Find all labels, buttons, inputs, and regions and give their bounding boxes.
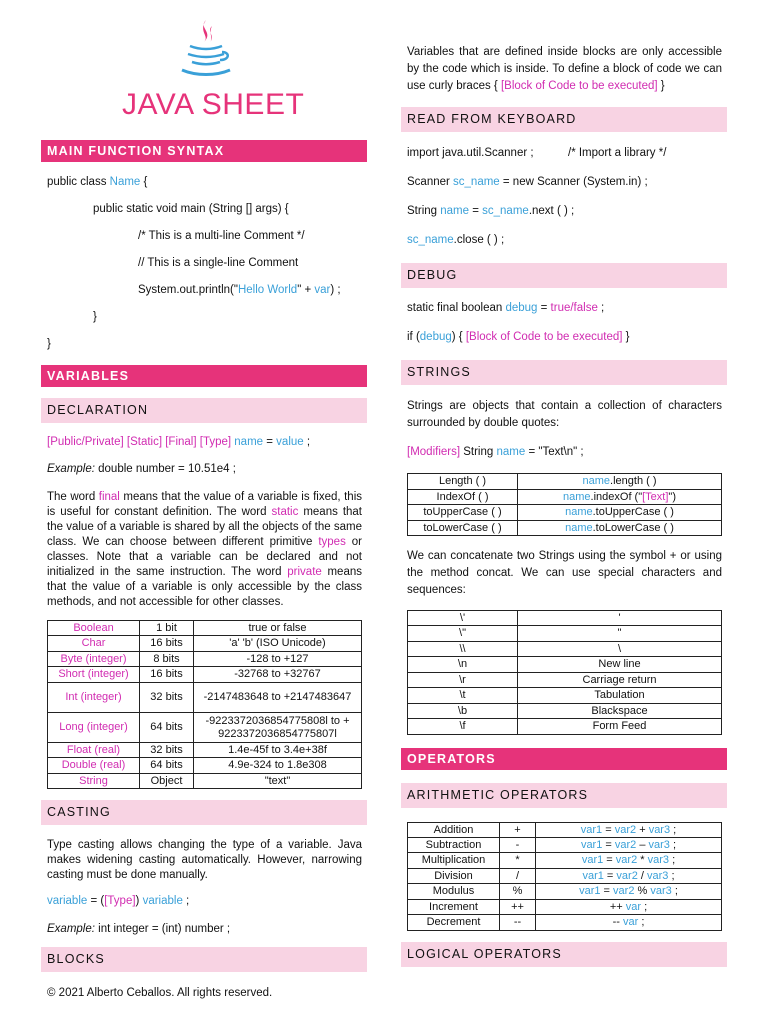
code-line-next: String name = sc_name.next ( ) ; (407, 205, 575, 217)
operators-header: OPERATORS (401, 748, 727, 770)
code-comment-import: /* Import a library */ (568, 147, 667, 159)
main-function-header: MAIN FUNCTION SYNTAX (41, 140, 367, 162)
strings-header: STRINGS (401, 360, 727, 385)
table-row: \t Tabulation (408, 688, 722, 704)
variables-description: The word final means that the value of a variable is fixed, this is useful for constant definition. The word static means that the value of a variable is shared by all the objects of the same class. We can choose between different primitive types or classes. Note that a variable can be declared and not initialized in the same instruction. The word private means that the value of a variable is only accessible by the class methods, and not accessible for other classes. (47, 491, 363, 608)
code-line-close-class: } (47, 338, 51, 350)
debug-header: DEBUG (401, 263, 727, 288)
code-line-scanner: Scanner sc_name = new Scanner (System.in) ; (407, 176, 648, 188)
table-row: Boolean 1 bit true or false (48, 621, 362, 636)
casting-description: Type casting allows changing the type of a variable. Java makes widening casting automatically. However, narrowing casting must be done manually. (47, 839, 362, 881)
strings-description: Strings are objects that contain a collection of characters surrounded by double quotes: (407, 400, 722, 429)
string-declaration: [Modifiers] String name = "Text\n" ; (407, 446, 584, 458)
declaration-example: Example: double number = 10.51e4 ; (47, 463, 236, 475)
table-row: \n New line (408, 657, 722, 673)
table-row: \\ \ (408, 642, 722, 657)
copyright-footer: © 2021 Alberto Ceballos. All rights reserved. (47, 987, 273, 999)
table-row: Char 16 bits 'a' 'b' (ISO Unicode) (48, 636, 362, 652)
arithmetic-operators-table (407, 822, 722, 931)
table-row: String Object "text" (48, 774, 362, 789)
page-title: JAVA SHEET (122, 88, 305, 121)
table-row: Modulus % var1 = var2 % var3 ; (408, 884, 722, 900)
string-methods-table (407, 473, 722, 536)
table-row: Length ( ) name.length ( ) (408, 474, 722, 490)
table-row: Increment ++ ++ var ; (408, 900, 722, 915)
table-row: toUpperCase ( ) name.toUpperCase ( ) (408, 505, 722, 521)
casting-header: CASTING (41, 800, 367, 825)
logical-operators-header: LOGICAL OPERATORS (401, 942, 727, 967)
casting-syntax: variable = ([Type]) variable ; (47, 895, 190, 907)
table-row: Addition + var1 = var2 + var3 ; (408, 823, 722, 838)
table-row: \f Form Feed (408, 719, 722, 735)
code-line-class: public class Name { (47, 176, 148, 188)
read-keyboard-header: READ FROM KEYBOARD (401, 107, 727, 132)
code-line-multi-comment: /* This is a multi-line Comment */ (138, 230, 305, 242)
table-row: Short (integer) 16 bits -32768 to +32767 (48, 667, 362, 683)
table-row: Division / var1 = var2 / var3 ; (408, 869, 722, 884)
table-row: Byte (integer) 8 bits -128 to +127 (48, 652, 362, 667)
table-row: Subtraction - var1 = var2 – var3 ; (408, 838, 722, 853)
code-line-import: import java.util.Scanner ; (407, 147, 534, 159)
blocks-header: BLOCKS (41, 947, 367, 972)
variables-header: VARIABLES (41, 365, 367, 387)
primitive-types-table (47, 620, 362, 789)
table-row: Int (integer) 32 bits -2147483648 to +2147483647 (48, 683, 362, 713)
table-row: Float (real) 32 bits 1.4e-45f to 3.4e+38f (48, 743, 362, 758)
code-line-main: public static void main (String [] args) { (93, 203, 289, 215)
declaration-header: DECLARATION (41, 398, 367, 423)
table-row: \r Carriage return (408, 673, 722, 688)
concat-description: We can concatenate two Strings using the symbol + or using the method concat. We can use special characters and sequences: (407, 550, 722, 596)
table-row: Long (integer) 64 bits -9223372036854775808l to + 9223372036854775807l (48, 713, 362, 743)
table-row: Double (real) 64 bits 4.9e-324 to 1.8e308 (48, 758, 362, 774)
table-row: \" " (408, 626, 722, 642)
arithmetic-operators-header: ARITHMETIC OPERATORS (401, 783, 727, 808)
code-line-single-comment: // This is a single-line Comment (138, 257, 299, 269)
table-row: \b Blackspace (408, 704, 722, 719)
code-line-println: System.out.println("Hello World" + var) ; (138, 284, 341, 296)
code-line-close-main: } (93, 311, 97, 323)
code-line-debug-if: if (debug) { [Block of Code to be executed] } (407, 331, 630, 343)
table-row: Multiplication * var1 = var2 * var3 ; (408, 853, 722, 869)
table-row: IndexOf ( ) name.indexOf ("[Text]") (408, 490, 722, 505)
code-line-close: sc_name.close ( ) ; (407, 234, 505, 246)
table-row: toLowerCase ( ) name.toLowerCase ( ) (408, 521, 722, 536)
blocks-description: Variables that are defined inside blocks are only accessible by the code which is inside. To define a block of code we can use curly braces { [Block of Code to be executed] } (407, 46, 722, 92)
table-row: \' ' (408, 611, 722, 626)
declaration-syntax: [Public/Private] [Static] [Final] [Type] name = value ; (47, 436, 311, 448)
code-line-debug-flag: static final boolean debug = true/false ; (407, 302, 605, 314)
java-coffee-cup-logo (176, 18, 236, 82)
escape-sequences-table (407, 610, 722, 735)
casting-example: Example: int integer = (int) number ; (47, 923, 231, 935)
table-row: Decrement -- -- var ; (408, 915, 722, 931)
